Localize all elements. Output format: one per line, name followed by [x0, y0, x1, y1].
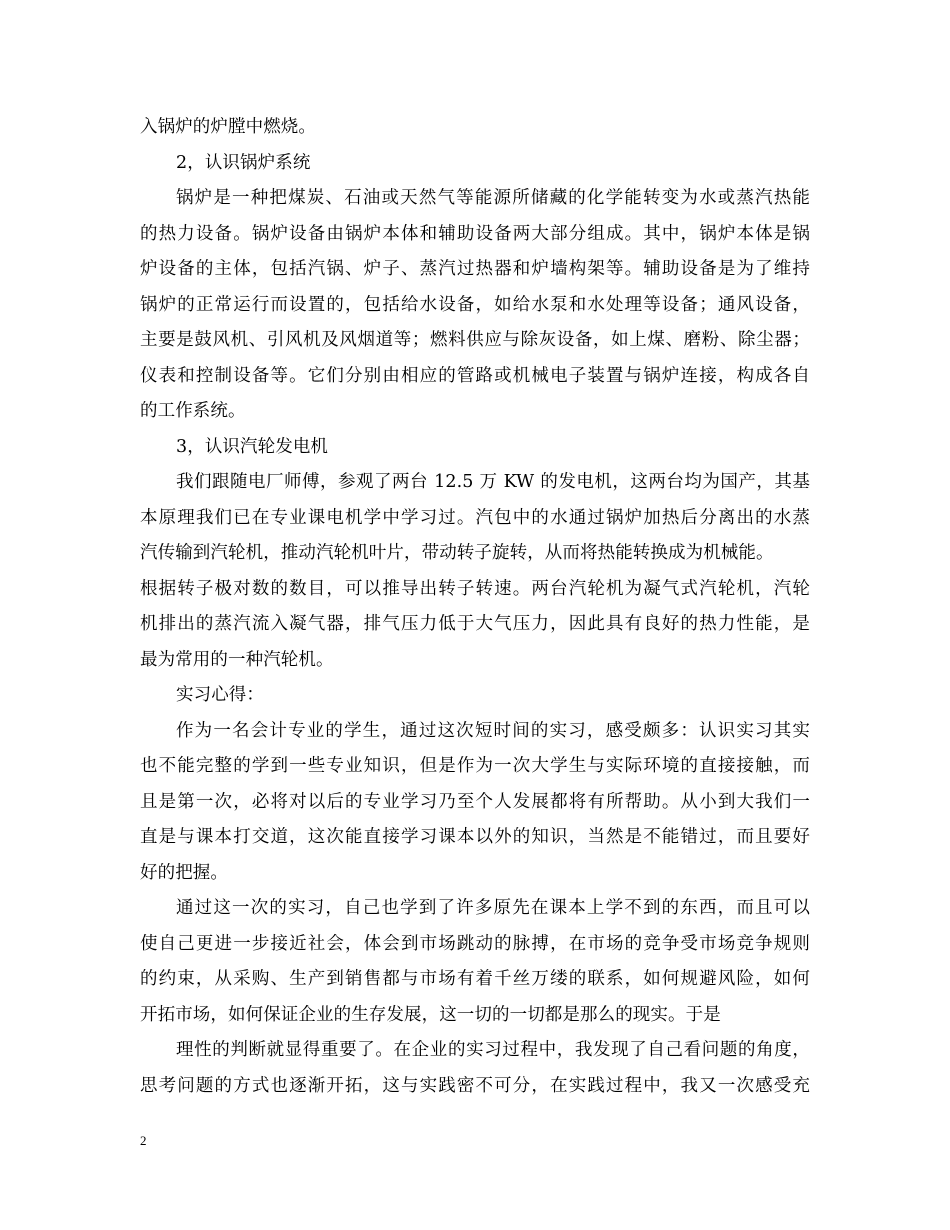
text-line: 直是与课本打交道，这次能直接学习课本以外的知识，当然是不能错过，而且要好	[140, 827, 810, 847]
text-line: 最为常用的一种汽轮机。	[140, 649, 334, 670]
text-line: 入锅炉的炉膛中燃烧。	[140, 117, 316, 137]
text-line: 锅炉是一种把煤炭、石油或天然气等能源所储藏的化学能转变为水或蒸汽热能	[176, 188, 810, 208]
text-line: 开拓市场，如何保证企业的生存发展，这一切的一切都是那么的现实。于是	[140, 1004, 721, 1025]
text-line: 主要是鼓风机、引风机及风烟道等；燃料供应与除灰设备，如上煤、磨粉、除尘器；	[140, 330, 810, 350]
text-line: 理性的判断就显得重要了。在企业的实习过程中，我发现了自己看问题的角度，	[176, 1040, 810, 1060]
text-line: 仪表和控制设备等。它们分别由相应的管路或机械电子装置与锅炉连接，构成各自	[140, 365, 810, 386]
text-line: 的约束，从采购、生产到销售都与市场有着千丝万缕的联系，如何规避风险，如何	[140, 969, 810, 989]
text-line: 的工作系统。	[140, 401, 246, 421]
text-line: 且是第一次，必将对以后的专业学习乃至个人发展都将有所帮助。从小到大我们一	[140, 791, 810, 812]
text-line: 的热力设备。锅炉设备由锅炉本体和辅助设备两大部分组成。其中，锅炉本体是锅	[140, 223, 810, 244]
text-line: 作为一名会计专业的学生，通过这次短时间的实习，感受颇多：认识实习其实	[176, 720, 810, 741]
text-line: 本原理我们已在专业课电机学中学习过。汽包中的水通过锅炉加热后分离出的水蒸	[140, 507, 810, 528]
page-number: 2	[140, 1133, 147, 1148]
document-page	[140, 110, 810, 1104]
text-line: 好的把握。	[140, 862, 228, 883]
text-line: 汽传输到汽轮机，推动汽轮机叶片，带动转子旋转，从而将热能转换成为机械能。	[140, 543, 774, 563]
text-line: 锅炉的正常运行而设置的，包括给水设备，如给水泵和水处理等设备；通风设备，	[140, 294, 810, 315]
text-line: 通过这一次的实习，自己也学到了许多原先在课本上学不到的东西，而且可以	[176, 898, 810, 918]
text-line: 根据转子极对数的数目，可以推导出转子转速。两台汽轮机为凝气式汽轮机，汽轮	[140, 578, 810, 599]
text-line: 使自己更进一步接近社会，体会到市场跳动的脉搏，在市场的竞争受市场竞争规则	[140, 933, 810, 954]
text-line: 炉设备的主体，包括汽锅、炉子、蒸汽过热器和炉墙构架等。辅助设备是为了维持	[140, 259, 810, 279]
text-line: 我们跟随电厂师傅，参观了两台 12.5 万 KW 的发电机，这两台均为国产，其基	[176, 472, 810, 492]
text-line: 也不能完整的学到一些专业知识，但是作为一次大学生与实际环境的直接接触，而	[140, 756, 810, 776]
text-line: 机排出的蒸汽流入凝气器，排气压力低于大气压力，因此具有良好的热力性能，是	[140, 614, 810, 634]
section-heading-boiler: 2，认识锅炉系统	[176, 152, 311, 173]
section-heading-turbine: 3，认识汽轮发电机	[176, 436, 329, 457]
text-line: 思考问题的方式也逐渐开拓，这与实践密不可分，在实践过程中，我又一次感受充	[140, 1075, 810, 1096]
section-heading-reflection: 实习心得：	[176, 685, 264, 705]
